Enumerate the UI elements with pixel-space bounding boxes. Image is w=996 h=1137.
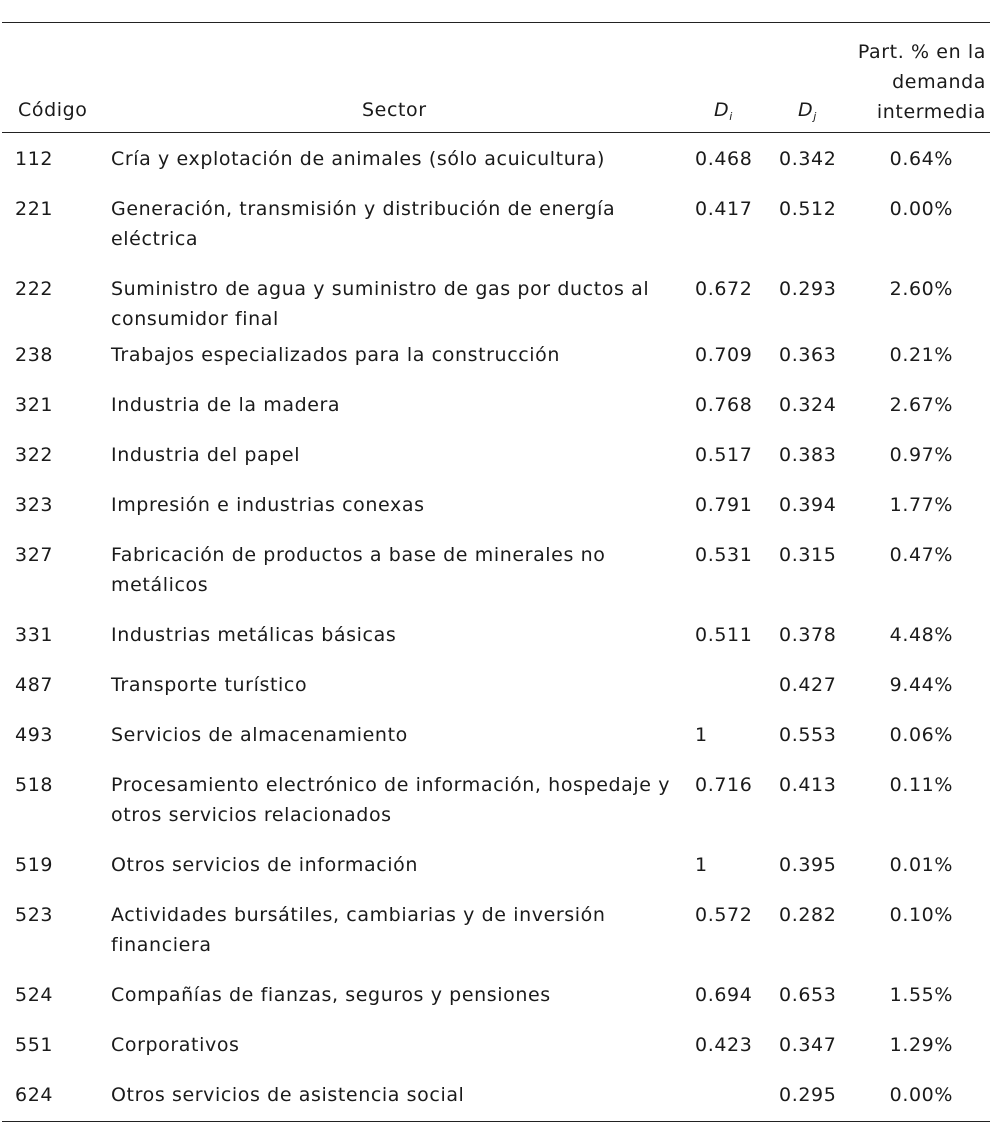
row-dj: 0.315 xyxy=(779,544,837,566)
row-sector: Cría y explotación de animales (sólo acuicultura) xyxy=(111,148,606,170)
row-di: 0.417 xyxy=(695,198,753,220)
row-participation: 1.29% xyxy=(889,1034,953,1056)
row-participation: 1.77% xyxy=(889,494,953,516)
row-code: 112 xyxy=(15,148,54,170)
row-sector: Compañías de fianzas, seguros y pensiones xyxy=(111,984,551,1006)
row-dj: 0.378 xyxy=(779,624,837,646)
row-participation: 0.11% xyxy=(889,774,953,796)
header-code: Código xyxy=(18,99,88,121)
row-dj: 0.383 xyxy=(779,444,837,466)
row-di: 0.572 xyxy=(695,904,753,926)
row-sector: Procesamiento electrónico de información, hospedaje y otros servicios relacionados xyxy=(111,774,671,826)
row-sector: Fabricación de productos a base de minerales no metálicos xyxy=(111,544,606,596)
row-participation: 0.00% xyxy=(889,198,953,220)
row-dj: 0.324 xyxy=(779,394,837,416)
row-participation: 0.00% xyxy=(889,1084,953,1106)
row-dj: 0.347 xyxy=(779,1034,837,1056)
table-bottom-rule xyxy=(2,1121,990,1122)
header-participation: Part. % en la demanda intermedia xyxy=(857,41,986,123)
row-participation: 4.48% xyxy=(889,624,953,646)
row-di: 0.709 xyxy=(695,344,753,366)
row-code: 551 xyxy=(15,1034,54,1056)
row-participation: 2.60% xyxy=(889,278,953,300)
row-dj: 0.653 xyxy=(779,984,837,1006)
row-code: 238 xyxy=(15,344,54,366)
header-dj: $D_j$ xyxy=(798,99,817,123)
row-code: 493 xyxy=(15,724,54,746)
row-di: 0.531 xyxy=(695,544,753,566)
row-code: 487 xyxy=(15,674,54,696)
row-dj: 0.553 xyxy=(779,724,837,746)
row-sector: Generación, transmisión y distribución de energía eléctrica xyxy=(111,198,616,250)
row-code: 524 xyxy=(15,984,54,1006)
row-sector: Suministro de agua y suministro de gas por ductos al consumidor final xyxy=(111,278,650,330)
row-sector: Corporativos xyxy=(111,1034,240,1056)
row-code: 222 xyxy=(15,278,54,300)
row-di: 0.517 xyxy=(695,444,753,466)
row-di: 1 xyxy=(695,854,708,876)
row-di: 0.768 xyxy=(695,394,753,416)
row-dj: 0.293 xyxy=(779,278,837,300)
row-participation: 0.47% xyxy=(889,544,953,566)
row-sector: Trabajos especializados para la construcción xyxy=(111,344,561,366)
row-dj: 0.395 xyxy=(779,854,837,876)
row-participation: 0.21% xyxy=(889,344,953,366)
row-sector: Impresión e industrias conexas xyxy=(111,494,425,516)
row-sector: Industria de la madera xyxy=(111,394,341,416)
row-dj: 0.512 xyxy=(779,198,837,220)
row-di: 0.672 xyxy=(695,278,753,300)
row-participation: 9.44% xyxy=(889,674,953,696)
row-participation: 0.64% xyxy=(889,148,953,170)
row-code: 322 xyxy=(15,444,54,466)
row-participation: 0.97% xyxy=(889,444,953,466)
row-dj: 0.342 xyxy=(779,148,837,170)
row-code: 327 xyxy=(15,544,54,566)
row-code: 331 xyxy=(15,624,54,646)
header-sector: Sector xyxy=(362,99,427,121)
row-participation: 0.10% xyxy=(889,904,953,926)
row-participation: 2.67% xyxy=(889,394,953,416)
header-di: $D_i$ xyxy=(714,99,733,123)
row-sector: Industrias metálicas básicas xyxy=(111,624,397,646)
row-di: 0.694 xyxy=(695,984,753,1006)
row-dj: 0.363 xyxy=(779,344,837,366)
row-participation: 0.06% xyxy=(889,724,953,746)
row-participation: 1.55% xyxy=(889,984,953,1006)
row-sector: Servicios de almacenamiento xyxy=(111,724,408,746)
row-dj: 0.282 xyxy=(779,904,837,926)
row-code: 523 xyxy=(15,904,54,926)
row-code: 519 xyxy=(15,854,54,876)
row-di: 0.423 xyxy=(695,1034,753,1056)
row-sector: Otros servicios de asistencia social xyxy=(111,1084,465,1106)
row-sector: Industria del papel xyxy=(111,444,301,466)
row-sector: Actividades bursátiles, cambiarias y de inversión financiera xyxy=(111,904,606,956)
row-sector: Transporte turístico xyxy=(111,674,308,696)
row-sector: Otros servicios de información xyxy=(111,854,419,876)
row-dj: 0.295 xyxy=(779,1084,837,1106)
row-di: 1 xyxy=(695,724,708,746)
row-code: 323 xyxy=(15,494,54,516)
row-dj: 0.394 xyxy=(779,494,837,516)
row-code: 321 xyxy=(15,394,54,416)
row-di: 0.468 xyxy=(695,148,753,170)
row-di: 0.791 xyxy=(695,494,753,516)
row-participation: 0.01% xyxy=(889,854,953,876)
row-code: 624 xyxy=(15,1084,54,1106)
row-di: 0.511 xyxy=(695,624,753,646)
row-di: 0.716 xyxy=(695,774,753,796)
row-dj: 0.413 xyxy=(779,774,837,796)
row-dj: 0.427 xyxy=(779,674,837,696)
row-code: 518 xyxy=(15,774,54,796)
row-code: 221 xyxy=(15,198,54,220)
